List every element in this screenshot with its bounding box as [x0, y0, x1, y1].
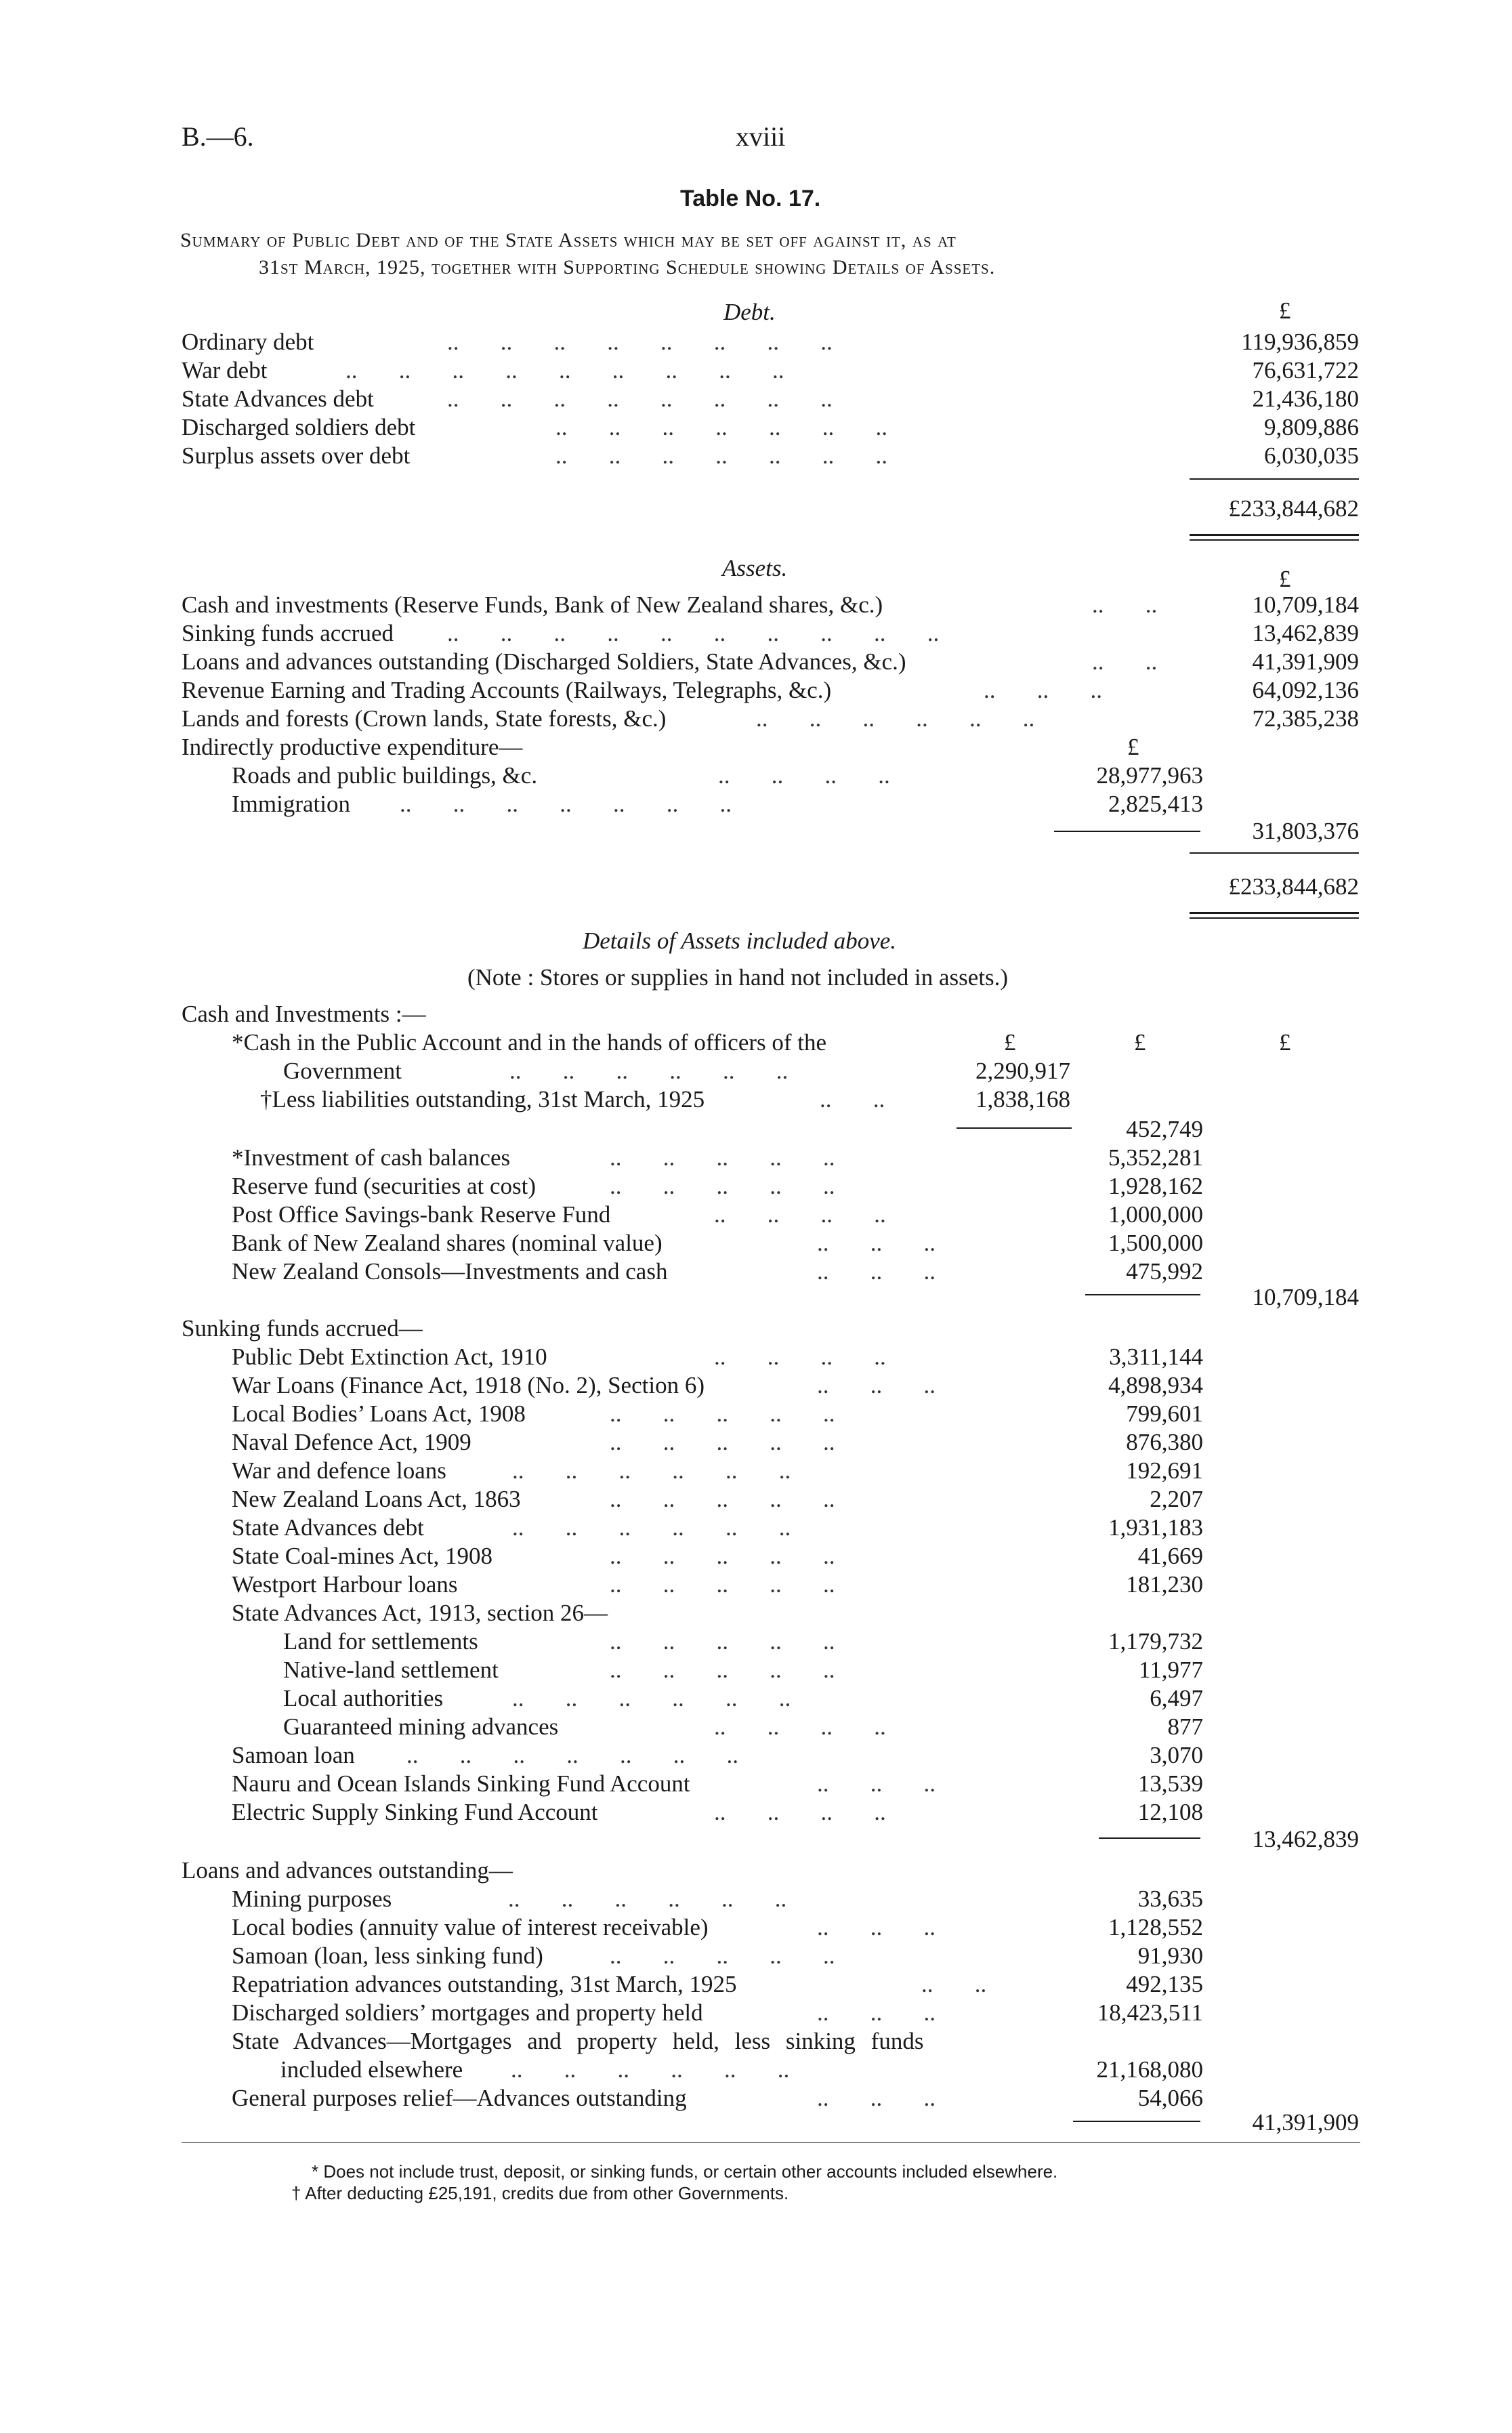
loans-sa-line2: included elsewhere [280, 2056, 463, 2083]
debt-row-value: 6,030,035 [1264, 442, 1359, 469]
debt-row-value: 119,936,859 [1241, 329, 1359, 355]
loans-row-label: Samoan (loan, less sinking fund) [232, 1942, 543, 1969]
cash-total: 10,709,184 [1252, 1284, 1359, 1310]
footnote-divider [182, 2142, 1360, 2143]
table-title: Table No. 17. [680, 186, 821, 211]
loans-row-label: Mining purposes [232, 1886, 392, 1912]
debt-total: £233,844,682 [1228, 495, 1359, 522]
cash-row-value: 5,352,281 [1108, 1144, 1203, 1171]
cash-net-rule [957, 1127, 1072, 1129]
assets-row-label: Sinking funds accrued [182, 620, 394, 646]
assets-heading: Assets. [722, 555, 788, 581]
loans-gp-value: 54,066 [1137, 2085, 1203, 2111]
sinking-sa-row-value: 11,977 [1139, 1657, 1203, 1683]
loans-heading: Loans and advances outstanding— [182, 1857, 513, 1884]
sinking-row-label: Local Bodies’ Loans Act, 1908 [232, 1400, 526, 1427]
cash-less-value: 1,838,168 [975, 1086, 1070, 1112]
cash-net-value: 452,749 [1126, 1116, 1203, 1142]
indirect-row-label: Roads and public buildings, &c. [232, 762, 538, 789]
sinking-heading: Sunking funds accrued— [182, 1315, 423, 1342]
debt-currency: £ [1279, 297, 1291, 324]
indirect-row-label: Immigration [232, 791, 350, 817]
assets-row-value: 72,385,238 [1252, 705, 1359, 732]
assets-total-rule [1190, 912, 1359, 914]
sinking-row-label: War Loans (Finance Act, 1918 (No. 2), Section 6) [232, 1372, 705, 1398]
sinking-row-label: State Coal-mines Act, 1908 [232, 1543, 492, 1569]
indirect-row-value: 28,977,963 [1096, 762, 1203, 789]
loans-total-rule [1073, 2121, 1200, 2122]
debt-row-label: Discharged soldiers debt [182, 414, 416, 440]
cash-row-value: 475,992 [1126, 1258, 1203, 1285]
assets-row-label: Cash and investments (Reserve Funds, Bank of New Zealand shares, &c.) [182, 591, 883, 618]
page-reference: B.—6. [182, 121, 254, 152]
sinking-sa-row-label: Land for settlements [283, 1628, 478, 1655]
sinking-row-label: War and defence loans [232, 1457, 446, 1484]
assets-row-label: Lands and forests (Crown lands, State forests, &c.) [182, 705, 667, 732]
sinking-row-value: 4,898,934 [1108, 1372, 1203, 1398]
debt-subtotal-rule [1190, 478, 1359, 480]
sinking-row-value: 41,669 [1137, 1543, 1203, 1569]
cash-row-label: Post Office Savings-bank Reserve Fund [232, 1201, 611, 1228]
cash-row-label: New Zealand Consols—Investments and cash [232, 1258, 668, 1285]
cash-public-account-line1: *Cash in the Public Account and in the hands of officers of the [232, 1029, 827, 1056]
loans-row-value: 18,423,511 [1097, 1999, 1203, 2026]
col-symbol-3: £ [1279, 1029, 1291, 1056]
sinking-sa-row-label: Guaranteed mining advances [283, 1713, 559, 1740]
loans-sa-line1: State Advances—Mortgages and property held, less sinking funds [232, 2028, 924, 2054]
indirect-total: 31,803,376 [1252, 818, 1359, 844]
table-subtitle-line2: 31st March, 1925, together with Supporting Schedule showing Details of Assets. [259, 256, 996, 278]
debt-row-value: 9,809,886 [1264, 414, 1359, 440]
debt-row-value: 21,436,180 [1252, 386, 1359, 412]
loans-total: 41,391,909 [1252, 2109, 1359, 2136]
assets-total-rule-2 [1190, 917, 1359, 919]
details-heading: Details of Assets included above. [583, 928, 897, 954]
sinking-row-label: Nauru and Ocean Islands Sinking Fund Account [232, 1770, 690, 1797]
sinking-row-value: 12,108 [1137, 1799, 1203, 1825]
cash-row-value: 1,928,162 [1108, 1173, 1203, 1199]
sinking-row-value: 3,070 [1150, 1742, 1203, 1768]
sinking-row-label: New Zealand Loans Act, 1863 [232, 1486, 521, 1512]
cash-row-label: Reserve fund (securities at cost) [232, 1173, 537, 1199]
sinking-row-value: 192,691 [1126, 1457, 1203, 1484]
assets-row-value: 64,092,136 [1252, 677, 1359, 703]
sinking-total-rule [1099, 1837, 1200, 1839]
debt-row-value: 76,631,722 [1252, 357, 1359, 383]
cash-row-value: 1,000,000 [1108, 1201, 1203, 1228]
cash-total-rule [1085, 1294, 1200, 1295]
footnote-dagger: † After deducting £25,191, credits due from other Governments. [291, 2183, 789, 2203]
assets-currency: £ [1279, 566, 1291, 592]
indirect-subtotal-rule [1054, 831, 1200, 832]
sinking-row-label: Westport Harbour loans [232, 1571, 458, 1598]
col-symbol-2: £ [1134, 1029, 1146, 1056]
sinking-row-label: State Advances debt [232, 1514, 424, 1541]
page-number: xviii [736, 121, 786, 152]
footnote-star: * Does not include trust, deposit, or sinking funds, or certain other accounts included elsewhere. [312, 2161, 1058, 2182]
sinking-sa-row-value: 877 [1167, 1713, 1203, 1740]
cash-row-value: 1,500,000 [1108, 1230, 1203, 1256]
loans-row-label: Discharged soldiers’ mortgages and property held [232, 1999, 703, 2026]
details-note: (Note : Stores or supplies in hand not included in assets.) [467, 964, 1009, 991]
loans-row-label: Local bodies (annuity value of interest receivable) [232, 1914, 709, 1940]
sinking-row-value: 799,601 [1126, 1400, 1203, 1427]
cash-row-label: *Investment of cash balances [232, 1144, 511, 1171]
sinking-row-label: Samoan loan [232, 1742, 355, 1768]
sinking-total: 13,462,839 [1252, 1826, 1359, 1852]
cash-public-account-value: 2,290,917 [975, 1058, 1070, 1084]
cash-less-label: †Less liabilities outstanding, 31st March, 1925 [260, 1086, 705, 1112]
table-subtitle-line1: Summary of Public Debt and of the State Assets which may be set off against it, as at [180, 229, 957, 251]
loans-gp-label: General purposes relief—Advances outstanding [232, 2085, 687, 2111]
col-symbol-1: £ [1004, 1029, 1016, 1056]
sinking-row-label: Public Debt Extinction Act, 1910 [232, 1344, 547, 1370]
document-page: B.—6. xviii Table No. 17. Summary of Public Debt and of the State Assets which may be set off against it, as at 31st March, 1925, together with Supporting Schedule showing Details of Assets. Debt. £ Ordinary debt .. .. .. .. .. .. .. .. 119,936,859 War debt .. .. .. .. .. .. .. .. .. 76,631,722 State Advances debt .. .. .. .. .. .. .. .. 21,436,180 Discharged soldiers debt .. .. .. .. .. .. .. 9,809,886 Surplus assets over debt .. .. .. .. .. .. .. 6,030,035 £233,844,682 Assets. £ Cash and investments (Reserve Funds, Bank of New Zealand shares, &c.) .. .. 10,709,184 Sinking funds accrued .. .. .. .. .. .. .. .. .. .. 13,462,839 Loans and advances outstanding (Discharged Soldiers, State Advances, &c.) .. .. 41,391,909 Revenue Earning and Trading Accounts (Railways, Telegraphs, &c.) .. .. .. 64,092,136 Lands and forests (Crown lands, State forests, &c.) .. .. .. .. .. .. 72,385,238 Indirectly productive expenditure— £ Roads and public buildings, &c. .. .. .. .. 28,977,963 Immigration .. .. .. .. .. .. .. 2,825,413 31,803,376 £233,844,682 Details of Assets included above. (Note : Stores or supplies in hand not included in assets.) Cash and Investments :— *Cash in the Public Account and in the hands of officers of the £ £ £ Government .. .. .. .. .. .. 2,290,917 †Less liabilities outstanding, 31st March, 1925 .. .. 1,838,168 452,749 *Investment of cash balances .. .. .. .. .. 5,352,281 Reserve fund (securities at cost) .. .. .. .. .. 1,928,162 Post Office Savings-bank Reserve Fund .. .. .. .. 1,000,000 Bank of New Zealand shares (nominal value) .. .. .. 1,500,000 New Zealand Consols—Investments and cash .. .. .. 475,992 10,709,184 Sunking funds accrued— Public Debt Extinction Act, 1910 .. .. .. .. 3,311,144 War Loans (Finance Act, 1918 (No. 2), Section 6) .. .. .. 4,898,934 Local Bodies’ Loans Act, 1908 .. .. .. .. .. 799,601 Naval Defence Act, 1909 .. .. .. .. .. 876,380 War and defence loans .. .. .. .. .. .. 192,691 New Zealand Loans Act, 1863 .. .. .. .. .. 2,207 State Advances debt .. .. .. .. .. .. 1,931,183 State Coal-mines Act, 1908 .. .. .. .. .. 41,669 Westport Harbour loans .. .. .. .. .. 181,230 State Advances Act, 1913, section 26— Land for settlements .. .. .. .. .. 1,179,732 Native-land settlement .. .. .. .. .. 11,977 Local authorities .. .. .. .. .. .. 6,497 Guaranteed mining advances .. .. .. .. 877 Samoan loan .. .. .. .. .. .. .. 3,070 Nauru and Ocean Islands Sinking Fund Account .. .. .. 13,539 Electric Supply Sinking Fund Account .. .. .. .. 12,108 13,462,839 Loans and advances outstanding— Mining purposes .. .. .. .. .. .. 33,635 Local bodies (annuity value of interest receivable) .. .. .. 1,128,552 Samoan (loan, less sinking fund) .. .. .. .. .. 91,930 Repatriation advances outstanding, 31st March, 1925 .. .. 492,135 Discharged soldiers’ mortgages and property held .. .. .. 18,423,511 State Advances—Mortgages and property held, less sinking funds included elsewhere .. .. .. .. .. .. 21,168,080 General purposes relief—Advances outstanding .. .. .. 54,066 41,391,909 * Does not include trust, deposit, or sinking funds, or certain other accounts included elsewhere. † After deducting £25,191, credits due from other Governments. [180, 121, 1359, 2203]
debt-heading: Debt. [723, 299, 776, 325]
sinking-row-value: 876,380 [1126, 1429, 1203, 1455]
assets-total: £233,844,682 [1228, 873, 1359, 900]
indirect-currency: £ [1127, 734, 1139, 760]
debt-row-label: War debt [182, 357, 268, 383]
assets-row-value: 41,391,909 [1252, 648, 1359, 675]
indirect-heading: Indirectly productive expenditure— [182, 734, 523, 760]
assets-row-label: Revenue Earning and Trading Accounts (Railways, Telegraphs, &c.) [182, 677, 832, 703]
assets-subtotal-rule [1190, 852, 1359, 854]
sinking-sa-row-label: Local authorities [283, 1685, 444, 1711]
debt-row-label: State Advances debt [182, 386, 374, 412]
assets-row-value: 10,709,184 [1252, 591, 1359, 618]
loans-sa-value: 21,168,080 [1096, 2056, 1203, 2083]
debt-row-label: Ordinary debt [182, 329, 314, 355]
loans-row-value: 492,135 [1126, 1971, 1203, 1997]
sinking-row-value: 3,311,144 [1109, 1344, 1203, 1370]
cash-public-account-line2: Government [283, 1058, 402, 1084]
sinking-row-value: 13,539 [1137, 1770, 1203, 1797]
sinking-row-label: Electric Supply Sinking Fund Account [232, 1799, 598, 1825]
sinking-sa-row-value: 6,497 [1150, 1685, 1203, 1711]
sinking-sa-row-value: 1,179,732 [1108, 1628, 1203, 1655]
sinking-row-value: 181,230 [1126, 1571, 1203, 1598]
cash-heading: Cash and Investments :— [182, 1001, 426, 1027]
sinking-row-label: Naval Defence Act, 1909 [232, 1429, 471, 1455]
loans-row-value: 33,635 [1137, 1886, 1203, 1912]
sinking-sa-heading: State Advances Act, 1913, section 26— [232, 1600, 608, 1626]
sinking-sa-row-label: Native-land settlement [283, 1657, 499, 1683]
debt-row-label: Surplus assets over debt [182, 442, 411, 469]
cash-row-label: Bank of New Zealand shares (nominal value) [232, 1230, 663, 1256]
loans-row-label: Repatriation advances outstanding, 31st March, 1925 [232, 1971, 737, 1997]
indirect-row-value: 2,825,413 [1108, 791, 1203, 817]
loans-row-value: 91,930 [1137, 1942, 1203, 1969]
assets-row-label: Loans and advances outstanding (Discharged Soldiers, State Advances, &c.) [182, 648, 906, 675]
sinking-row-value: 1,931,183 [1108, 1514, 1203, 1541]
debt-total-rule [1190, 534, 1359, 536]
sinking-row-value: 2,207 [1150, 1486, 1203, 1512]
loans-row-value: 1,128,552 [1108, 1914, 1203, 1940]
assets-row-value: 13,462,839 [1252, 620, 1359, 646]
debt-total-rule-2 [1190, 539, 1359, 541]
